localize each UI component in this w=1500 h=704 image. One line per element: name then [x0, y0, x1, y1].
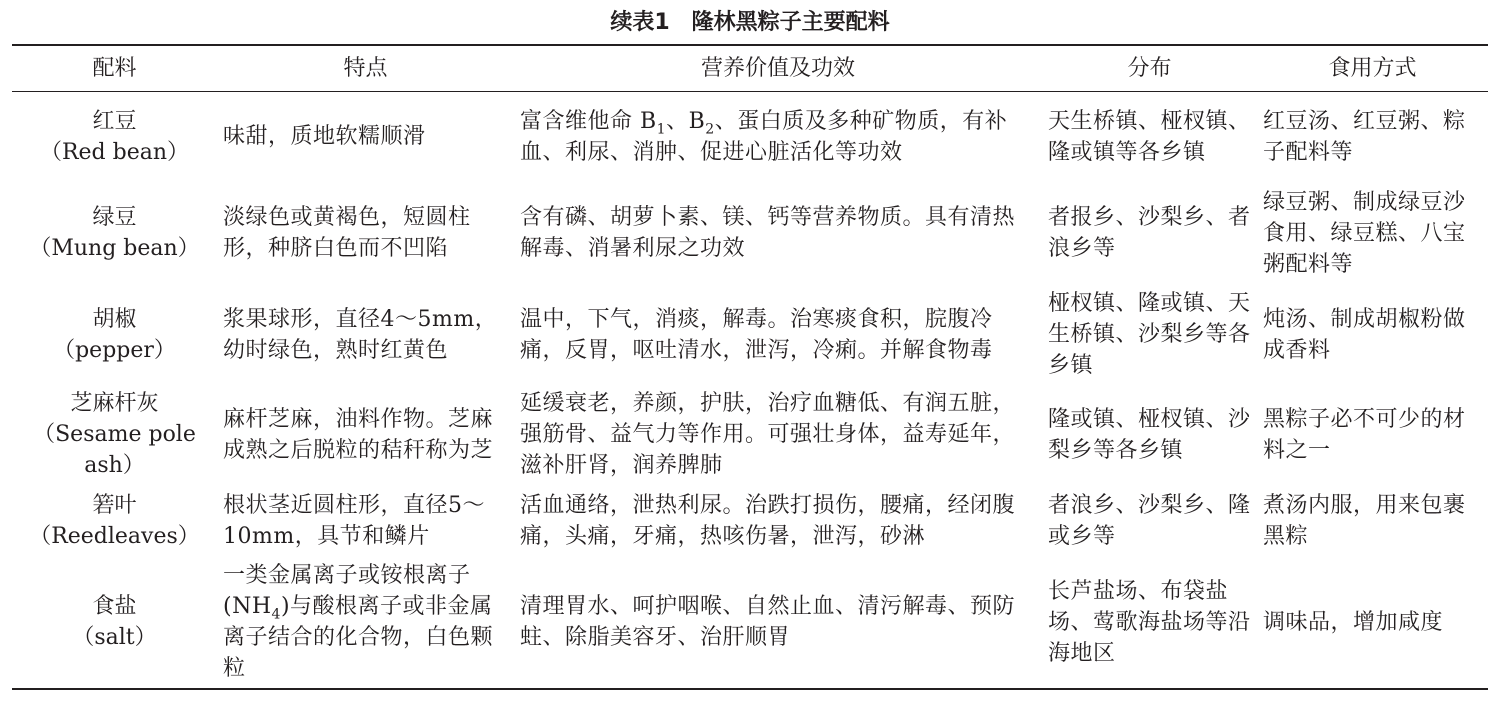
feature-cell: 浆果球形，直径4～5mm，幼时绿色，熟时红黄色: [223, 306, 498, 363]
header-row: [12, 45, 1488, 92]
usage-cell: 绿豆粥、制成绿豆沙食用、绿豆糕、八宝粥配料等: [1263, 189, 1466, 277]
nutrition-text: 、蛋白质及多种矿物质，有补血、利尿、消肿、促进心脏活化等功效: [520, 108, 1008, 165]
subscript-1: 1: [656, 121, 667, 138]
ingredient-name-cell: [12, 385, 217, 485]
ingredient-name-cn: 绿豆: [92, 205, 137, 230]
feature-text: 一类金属离子或铵根离子(NH: [223, 563, 471, 619]
feature-cell: 味甜，质地软糯顺滑: [223, 124, 426, 150]
ingredient-name-cn: 食盐: [92, 594, 137, 619]
ingredient-name-en: （Red bean）: [39, 139, 190, 165]
usage-cell: 炖汤、制成胡椒粉做成香料: [1263, 306, 1466, 363]
nutrition-cell: 清理胃水、呵护咽喉、自然止血、清污解毒、预防蛀、除脂美容牙、治肝顺胃: [514, 557, 1042, 689]
distribution-cell: 隆或镇、桠杈镇、沙梨乡等各乡镇: [1048, 406, 1251, 463]
subscript-2: 2: [705, 121, 715, 138]
table-row: [12, 557, 1488, 689]
distribution-cell: 天生桥镇、桠杈镇、隆或镇等各乡镇: [1048, 108, 1251, 165]
feature-cell: 根状茎近圆柱形，直径5～10mm，具节和鳞片: [223, 492, 485, 549]
ingredient-name-en: （Sesame pole ash）: [33, 422, 196, 478]
table-row: [12, 385, 1488, 485]
nutrition-cell: 活血通络，泄热利尿。治跌打损伤，腰痛，经闭腹痛，头痛，牙痛，热咳伤暑，泄泻，砂淋: [520, 492, 1016, 549]
nutrition-text: 、B: [666, 108, 706, 134]
header-usage: 食用方式: [1257, 45, 1488, 92]
nutrition-cell: 含有磷、胡萝卜素、镁、钙等营养物质。具有清热解毒、消暑利尿之功效: [520, 205, 1016, 261]
feature-cell: [217, 557, 514, 689]
distribution-cell: 桠杈镇、隆或镇、天生桥镇、沙梨乡等各乡镇: [1048, 291, 1251, 378]
table-caption: 续表1 隆林黑粽子主要配料: [610, 10, 890, 35]
ingredient-name-cn: 箬叶: [92, 492, 137, 518]
nutrition-text: 富含维他命 B: [520, 108, 657, 134]
distribution-cell: 者报乡、沙梨乡、者浪乡等: [1048, 205, 1251, 261]
ingredient-name-cell: [12, 557, 217, 689]
subscript-4: 4: [271, 606, 281, 623]
header-feature: 特点: [217, 45, 514, 92]
usage-cell: 煮汤内服，用来包裹黑粽: [1263, 492, 1466, 549]
ingredient-name-cell: [12, 485, 217, 557]
ingredient-name-cn: 红豆: [92, 108, 137, 134]
ingredient-name-en: （pepper）: [53, 337, 176, 363]
usage-cell: 红豆汤、红豆粥、粽子配料等: [1263, 108, 1466, 165]
ingredient-name-en: （Mung bean）: [29, 236, 200, 261]
ingredient-name-cn: 胡椒: [92, 306, 137, 332]
ingredient-name-cell: [12, 285, 217, 385]
feature-cell: 麻杆芝麻，油料作物。芝麻成熟之后脱粒的秸秆称为芝: [223, 406, 494, 463]
table-row: [12, 92, 1488, 182]
table-row: [12, 182, 1488, 285]
feature-cell: 淡绿色或黄褐色，短圆柱形，种脐白色而不凹陷: [223, 205, 471, 261]
nutrition-cell: 温中，下气，消痰，解毒。治寒痰食积，脘腹冷痛，反胃，呕吐清水，泄泻，冷痢。并解食物毒: [520, 306, 993, 363]
table-row: [12, 485, 1488, 557]
ingredients-table: [12, 44, 1488, 690]
header-name: 配料: [12, 45, 217, 92]
feature-text: )与酸根离子或非金属离子结合的化合物，白色颗粒: [223, 594, 494, 681]
table-row: [12, 285, 1488, 385]
distribution-cell: 长芦盐场、布袋盐场、莺歌海盐场等沿海地区: [1042, 557, 1257, 689]
ingredient-name-en: （salt）: [72, 625, 157, 650]
ingredient-name-cn: 芝麻杆灰: [70, 391, 159, 416]
usage-cell: 黑粽子必不可少的材料之一: [1263, 406, 1466, 463]
distribution-cell: 者浪乡、沙梨乡、隆或乡等: [1048, 492, 1251, 549]
nutrition-cell: 延缓衰老，养颜，护肤，治疗血糖低、有润五脏，强筋骨、益气力等作用。可强壮身体，益寿延年，滋补肝肾，润养脾肺: [520, 391, 1016, 478]
nutrition-cell: [514, 92, 1042, 182]
ingredient-name-en: （Reedleaves）: [29, 523, 200, 549]
ingredient-name-cell: [12, 92, 217, 182]
usage-cell: 调味品，增加咸度: [1257, 557, 1488, 689]
header-nutrition: 营养价值及功效: [514, 45, 1042, 92]
header-distribution: 分布: [1042, 45, 1257, 92]
ingredient-name-cell: [12, 182, 217, 285]
